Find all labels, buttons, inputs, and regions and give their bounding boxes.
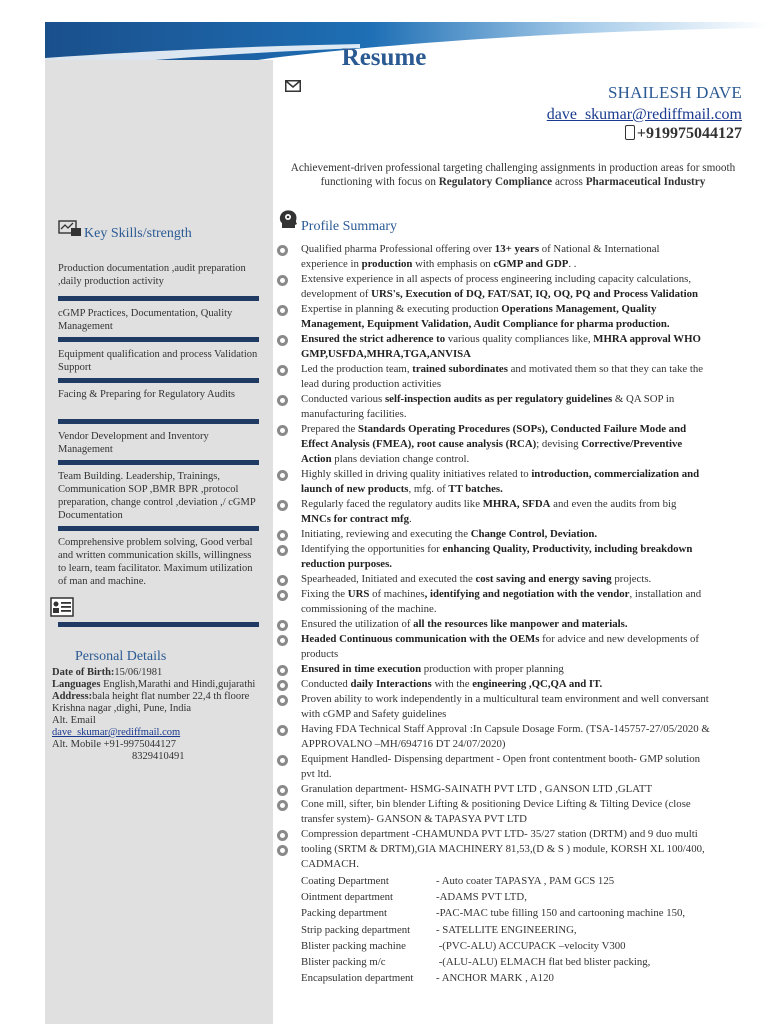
- profile-text: , installation and: [629, 588, 702, 600]
- equipment-detail: - SATELLITE ENGINEERING,: [436, 923, 577, 936]
- profile-line: [301, 843, 723, 856]
- profile-line: [301, 813, 723, 826]
- profile-line: [301, 378, 723, 391]
- skill-divider: [58, 460, 259, 465]
- profile-bold-text: URS's, Execution of DQ, FAT/SAT, IQ, OQ, PQ and Process Validation: [371, 288, 699, 300]
- skill-item: Equipment qualification and process Validation Support: [58, 349, 258, 373]
- equipment-detail: -(PVC-ALU) ACCUPACK –velocity V300: [436, 939, 626, 952]
- profile-bold-text: Operations Management, Quality: [501, 303, 657, 315]
- personal-details: [52, 667, 282, 763]
- dob-row: [52, 667, 282, 679]
- profile-text: Prepared the: [301, 423, 358, 435]
- profile-bold-text: trained subordinates: [412, 363, 508, 375]
- profile-text: Qualified pharma Professional offering over: [301, 243, 495, 255]
- equipment-department: Blister packing machine: [301, 939, 406, 952]
- profile-bold-text: TT batches.: [448, 483, 503, 495]
- profile-text: Expertise in planning & executing production: [301, 303, 502, 315]
- profile-line: [301, 258, 723, 271]
- profile-text: Identifying the opportunities for: [301, 543, 443, 555]
- bullet-icon: [277, 755, 288, 766]
- equipment-detail: - ANCHOR MARK , A120: [436, 972, 554, 985]
- profile-text: tooling (SRTM & DRTM),GIA MACHINERY 81,53,(D & S ) module, KORSH XL 100/400,: [301, 843, 705, 855]
- id-card-icon: [50, 597, 74, 617]
- profile-bold-text: production: [361, 258, 413, 270]
- bullet-icon: [277, 665, 288, 676]
- skill-divider: [58, 622, 259, 627]
- profile-text: Spearheaded, Initiated and executed the: [301, 573, 476, 585]
- skill-item: Production documentation ,audit preparation ,daily production activity: [58, 263, 246, 287]
- profile-bold-text: cGMP and GDP: [493, 258, 569, 270]
- profile-line: [301, 708, 723, 721]
- profile-bold-text: Ensured the strict adherence to: [301, 333, 446, 345]
- skill-divider: [58, 337, 259, 342]
- bullet-icon: [277, 335, 288, 346]
- profile-line: [301, 423, 723, 436]
- alt-email-label: Alt. Email: [52, 715, 96, 726]
- address-line-1: bala height flat number 22,4 th floore: [92, 691, 250, 702]
- bullet-icon: [277, 575, 288, 586]
- objective-bold-2: Pharmaceutical Industry: [585, 176, 706, 188]
- equipment-department: Packing department: [301, 907, 388, 920]
- profile-text: development of: [301, 288, 372, 300]
- profile-text: .: [409, 513, 412, 525]
- skill-item: Facing & Preparing for Regulatory Audits: [58, 389, 236, 400]
- profile-text: of machines: [369, 588, 425, 600]
- equipment-detail: -(ALU-ALU) ELMACH flat bed blister packing,: [436, 956, 651, 968]
- profile-bold-text: self-inspection audits as per regulatory guidelines: [384, 393, 613, 405]
- phone-number: [625, 125, 742, 143]
- profile-bold-text: Change Control, Deviation.: [470, 528, 598, 540]
- bullet-icon: [277, 365, 288, 376]
- languages-value: English,Marathi and Hindi,gujarathi: [100, 679, 256, 690]
- profile-text: Conducted various: [301, 393, 385, 405]
- equipment-row: [301, 875, 741, 888]
- skill-item: Team Building. Leadership, Trainings, Communication SOP ,BMR BPR ,protocol preparation, change control ,deviation ,/ cGMP Documentation: [58, 471, 256, 521]
- profile-text: Proven ability to work independently in a multicultural team environment and well conversant: [301, 693, 709, 705]
- skill-divider: [58, 526, 259, 531]
- profile-text: Compression department -CHAMUNDA PVT LTD- 35/27 station (DRTM) and 9 duo multi: [301, 828, 698, 840]
- dob-value: 15/06/1981: [114, 667, 163, 678]
- profile-line: [301, 483, 723, 496]
- profile-text: various quality compliances like,: [445, 333, 594, 345]
- profile-line: [301, 498, 723, 511]
- address-row: [52, 691, 282, 703]
- profile-line: [301, 288, 723, 301]
- bullet-icon: [277, 620, 288, 631]
- profile-bold-text: Management, Equipment Validation, Audit Compliance for pharma production.: [301, 318, 670, 330]
- profile-text: , mfg. of: [408, 483, 449, 495]
- profile-line: [301, 693, 723, 706]
- objective-text: Achievement-driven professional targeting challenging assignments in production areas for smooth functioning with focus on: [290, 162, 736, 188]
- bullet-icon: [277, 590, 288, 601]
- equipment-row: [301, 891, 741, 904]
- bullet-icon: [277, 500, 288, 511]
- profile-bold-text: Headed Continuous communication with the OEMs: [301, 633, 540, 645]
- profile-bold-text: 13+ years: [494, 243, 540, 255]
- languages-row: [52, 679, 282, 691]
- skill-divider: [58, 378, 259, 383]
- profile-text: projects.: [611, 573, 652, 585]
- profile-text: pvt ltd.: [301, 768, 332, 780]
- bullet-icon: [277, 680, 288, 691]
- dob-label: Date of Birth:: [52, 667, 115, 678]
- profile-text: lead during production activities: [301, 378, 442, 390]
- phone-icon: [625, 125, 635, 140]
- profile-line: [301, 363, 723, 376]
- profile-text: Equipment Handled- Dispensing department - Open front contentment booth- GMP solution: [301, 753, 701, 765]
- profile-line: [301, 393, 723, 406]
- profile-text: plans deviation change control.: [331, 453, 470, 465]
- page-title: Resume: [341, 44, 427, 71]
- bullet-icon: [277, 470, 288, 481]
- profile-bold-text: engineering ,QC,QA and IT.: [472, 678, 603, 690]
- profile-bold-text: reduction purposes.: [301, 558, 392, 570]
- profile-text: Ensured the utilization of: [301, 618, 414, 630]
- key-skills-heading: Key Skills/strength: [84, 226, 192, 241]
- profile-text: with cGMP and Safety guidelines: [301, 708, 447, 720]
- profile-line: [301, 828, 723, 841]
- address-line-2: Krishna nagar ,dighi, Pune, India: [52, 703, 192, 714]
- profile-bold-text: MNCs for contract mfg: [301, 513, 410, 525]
- skill-item: cGMP Practices, Documentation, Quality Management: [58, 308, 233, 332]
- profile-line: [301, 558, 723, 571]
- bullet-icon: [277, 245, 288, 256]
- profile-text: APPROVALNO –MH/694716 DT 24/07/2020): [301, 738, 506, 750]
- profile-bold-text: Action: [301, 453, 332, 465]
- profile-text: Fixing the: [301, 588, 348, 600]
- profile-line: [301, 678, 723, 691]
- profile-text: Regularly faced the regulatory audits like: [301, 498, 483, 510]
- bullet-icon: [277, 725, 288, 736]
- envelope-icon: [285, 80, 301, 92]
- profile-line: [301, 573, 723, 586]
- bullet-icon: [277, 845, 288, 856]
- profile-line: [301, 633, 723, 646]
- profile-text: Highly skilled in driving quality initiatives related to: [301, 468, 532, 480]
- profile-line: [301, 333, 723, 346]
- profile-text: transfer system)- GANSON & TAPASYA PVT LTD: [301, 813, 527, 825]
- profile-line: [301, 468, 723, 481]
- profile-text: products: [301, 648, 339, 660]
- profile-line: [301, 603, 723, 616]
- languages-label: Languages: [52, 679, 101, 690]
- skill-item: Comprehensive problem solving, Good verbal and written communication skills, willingness to learn, team facilitator. Maximum utilization of man and machine.: [58, 537, 253, 587]
- equipment-row: [301, 956, 741, 969]
- equipment-row: [301, 907, 741, 920]
- profile-line: [301, 348, 723, 361]
- email-link[interactable]: dave_skumar@rediffmail.com: [546, 106, 742, 123]
- profile-text: CADMACH.: [301, 858, 359, 870]
- profile-bold-text: Corrective/Preventive: [581, 438, 683, 450]
- profile-text: and motivated them so that they can take the: [507, 363, 704, 375]
- profile-text: Conducted: [301, 678, 351, 690]
- profile-line: [301, 513, 723, 526]
- profile-text: . .: [568, 258, 577, 270]
- profile-summary-heading: Profile Summary: [301, 219, 398, 234]
- profile-line: [301, 588, 723, 601]
- bullet-icon: [277, 530, 288, 541]
- alt-mobile-2: 8329410491: [132, 751, 185, 762]
- bullet-icon: [277, 305, 288, 316]
- profile-bold-text: enhancing Quality, Productivity, including breakdown: [442, 543, 693, 555]
- profile-line: [301, 273, 723, 286]
- profile-text: Granulation department- HSMG-SAINATH PVT LTD , GANSON LTD ,GLATT: [301, 783, 653, 795]
- bullet-icon: [277, 395, 288, 406]
- profile-bold-text: introduction, commercialization and: [531, 468, 700, 480]
- profile-bold-text: cost saving and energy saving: [475, 573, 612, 585]
- profile-text: Initiating, reviewing and executing the: [301, 528, 471, 540]
- profile-bold-text: all the resources like manpower and materials.: [413, 618, 628, 630]
- profile-bold-text: Standards Operating Procedures (SOPs), Conducted Failure Mode and: [357, 423, 687, 435]
- bullet-icon: [277, 800, 288, 811]
- bullet-icon: [277, 635, 288, 646]
- equipment-department: Ointment department: [301, 891, 394, 904]
- profile-line: [301, 768, 723, 781]
- profile-line: [301, 663, 723, 676]
- objective-text-2: across: [552, 176, 586, 188]
- profile-text: Having FDA Technical Staff Approval :In Capsule Dosage Form. (TSA-145757-27/05/2020 &: [301, 723, 710, 735]
- profile-bold-text: Effect Analysis (FMEA), root cause analysis (RCA): [301, 438, 537, 450]
- profile-line: [301, 798, 723, 811]
- equipment-row: [301, 972, 741, 985]
- profile-text: for advice and new developments of: [539, 633, 699, 645]
- bullet-icon: [277, 425, 288, 436]
- objective-bold-1: Regulatory Compliance: [438, 176, 553, 188]
- profile-line: [301, 408, 723, 421]
- alt-mobile: Alt. Mobile +91-9975044127: [52, 739, 177, 750]
- bullet-icon: [277, 695, 288, 706]
- profile-bold-text: , identifying and negotiation with the vendor: [424, 588, 630, 600]
- profile-line: [301, 783, 723, 796]
- objective-statement: [283, 161, 743, 189]
- profile-text: manufacturing facilities.: [301, 408, 407, 420]
- profile-line: [301, 303, 723, 316]
- profile-line: [301, 528, 723, 541]
- bullet-icon: [277, 275, 288, 286]
- bullet-icon: [277, 545, 288, 556]
- bullet-icon: [277, 785, 288, 796]
- profile-line: [301, 753, 723, 766]
- equipment-row: [301, 924, 741, 937]
- profile-text: commissioning of the machine.: [301, 603, 437, 615]
- profile-text: and even the audits from big: [550, 498, 677, 510]
- skill-divider: [58, 419, 259, 424]
- profile-bold-text: launch of new products: [301, 483, 409, 495]
- equipment-department: Blister packing m/c: [301, 956, 386, 968]
- candidate-name: SHAILESH DAVE: [607, 83, 742, 102]
- profile-bold-text: GMP,USFDA,MHRA,TGA,ANVISA: [301, 348, 471, 360]
- equipment-detail: -PAC-MAC tube filling 150 and cartooning machine 150,: [436, 907, 686, 920]
- address-label: Address:: [52, 691, 93, 702]
- equipment-detail: - Auto coater TAPASYA , PAM GCS 125: [436, 875, 615, 887]
- profile-text: Extensive experience in all aspects of process engineering including capacity calculations,: [301, 273, 692, 285]
- bullet-icon: [277, 830, 288, 841]
- equipment-detail: -ADAMS PVT LTD,: [436, 891, 527, 904]
- profile-text: Led the production team,: [301, 363, 413, 375]
- profile-line: [301, 723, 723, 736]
- alt-email-link[interactable]: dave_skumar@rediffmail.com: [52, 727, 181, 738]
- profile-line: [301, 438, 723, 451]
- equipment-department: Strip packing department: [301, 923, 411, 936]
- profile-text: with the: [431, 678, 473, 690]
- personal-details-heading: Personal Details: [75, 649, 167, 664]
- profile-text: Cone mill, sifter, bin blender Lifting & positioning Device Lifting & Tilting Device (close: [301, 798, 691, 810]
- phone-text: +919975044127: [636, 125, 742, 142]
- profile-bold-text: MHRA approval WHO: [593, 333, 701, 345]
- skill-divider: [58, 296, 259, 301]
- profile-bold-text: daily Interactions: [350, 678, 432, 690]
- skill-item: Vendor Development and Inventory Management: [58, 431, 209, 455]
- equipment-department: Coating Department: [301, 875, 389, 887]
- profile-line: [301, 243, 723, 256]
- profile-text: with emphasis on: [412, 258, 494, 270]
- chart-monitor-icon: [58, 220, 82, 237]
- profile-line: [301, 543, 723, 556]
- profile-text: & QA SOP in: [612, 393, 675, 405]
- profile-bold-text: Ensured in time execution: [301, 663, 422, 675]
- profile-line: [301, 858, 723, 871]
- profile-line: [301, 648, 723, 661]
- profile-line: [301, 318, 723, 331]
- profile-bold-text: URS: [347, 588, 370, 600]
- profile-text: of National & International: [539, 243, 660, 255]
- profile-line: [301, 453, 723, 466]
- profile-bold-text: MHRA, SFDA: [482, 498, 551, 510]
- equipment-department: Encapsulation department: [301, 972, 414, 985]
- profile-text: production with proper planning: [421, 663, 564, 675]
- equipment-row: [301, 940, 741, 953]
- brain-head-icon: [277, 208, 299, 230]
- profile-line: [301, 738, 723, 751]
- profile-text: ; devising: [536, 438, 582, 450]
- profile-line: [301, 618, 723, 631]
- profile-text: experience in: [301, 258, 362, 270]
